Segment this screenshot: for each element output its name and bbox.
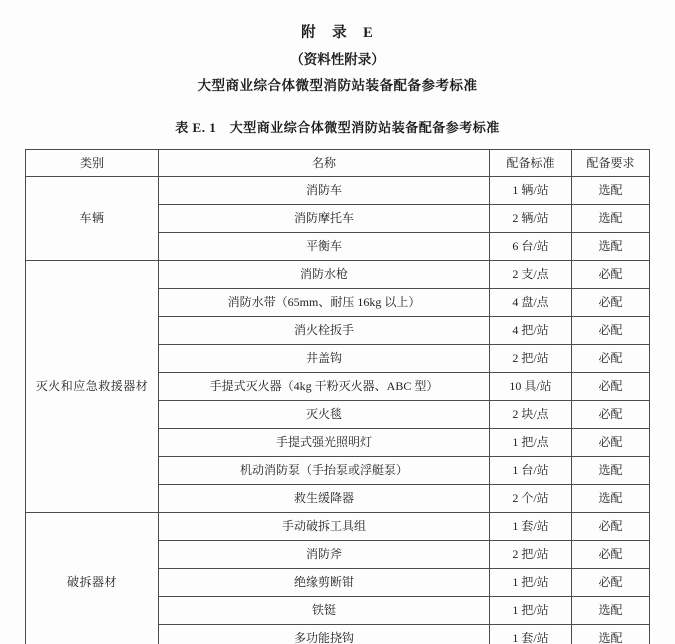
- name-cell: 消火栓扳手: [159, 317, 490, 345]
- standard-cell: 1 套/站: [490, 513, 572, 541]
- requirement-cell: 必配: [572, 373, 650, 401]
- requirement-cell: 必配: [572, 401, 650, 429]
- name-cell: 消防水枪: [159, 261, 490, 289]
- requirement-cell: 必配: [572, 569, 650, 597]
- requirement-cell: 必配: [572, 429, 650, 457]
- standard-cell: 1 把/站: [490, 569, 572, 597]
- header-row: [26, 150, 650, 177]
- category-cell: 破拆器材: [26, 513, 159, 644]
- name-cell: 手动破拆工具组: [159, 513, 490, 541]
- category-cell: 车辆: [26, 177, 159, 261]
- name-cell: 救生缓降器: [159, 485, 490, 513]
- standard-cell: 1 把/站: [490, 597, 572, 625]
- name-cell: 平衡车: [159, 233, 490, 261]
- standard-cell: 4 盘/点: [490, 289, 572, 317]
- name-cell: 手提式灭火器（4kg 干粉灭火器、ABC 型）: [159, 373, 490, 401]
- requirement-cell: 必配: [572, 513, 650, 541]
- name-cell: 消防水带（65mm、耐压 16kg 以上）: [159, 289, 490, 317]
- requirement-cell: 必配: [572, 541, 650, 569]
- table-row: [26, 177, 650, 205]
- requirement-cell: 选配: [572, 457, 650, 485]
- standard-cell: 4 把/站: [490, 317, 572, 345]
- table-header: [26, 150, 650, 177]
- requirement-cell: 必配: [572, 345, 650, 373]
- header-standard: 配备标准: [490, 150, 572, 177]
- header-category: 类别: [26, 150, 159, 177]
- name-cell: 机动消防泵（手抬泵或浮艇泵）: [159, 457, 490, 485]
- name-cell: 铁铤: [159, 597, 490, 625]
- table-row: [26, 513, 650, 541]
- category-cell: 灭火和应急救援器材: [26, 261, 159, 513]
- requirement-cell: 必配: [572, 289, 650, 317]
- name-cell: 井盖钩: [159, 345, 490, 373]
- standard-cell: 1 套/站: [490, 625, 572, 644]
- table-caption: 表 E. 1 大型商业综合体微型消防站装备配备参考标准: [175, 120, 500, 135]
- requirement-cell: 选配: [572, 233, 650, 261]
- standard-cell: 10 具/站: [490, 373, 572, 401]
- equipment-table: [25, 149, 650, 644]
- title-block: [0, 0, 675, 136]
- requirement-cell: 选配: [572, 597, 650, 625]
- standard-cell: 1 台/站: [490, 457, 572, 485]
- name-cell: 消防斧: [159, 541, 490, 569]
- name-cell: 绝缘剪断钳: [159, 569, 490, 597]
- standard-cell: 2 辆/站: [490, 205, 572, 233]
- standard-cell: 2 把/站: [490, 541, 572, 569]
- standard-cell: 2 把/站: [490, 345, 572, 373]
- name-cell: 灭火毯: [159, 401, 490, 429]
- standard-cell: 6 台/站: [490, 233, 572, 261]
- name-cell: 消防摩托车: [159, 205, 490, 233]
- requirement-cell: 必配: [572, 261, 650, 289]
- header-requirement: 配备要求: [572, 150, 650, 177]
- standard-cell: 1 辆/站: [490, 177, 572, 205]
- equipment-table-body: [26, 177, 650, 644]
- appendix-title: 附 录 E: [301, 25, 374, 41]
- standard-cell: 2 个/站: [490, 485, 572, 513]
- requirement-cell: 选配: [572, 177, 650, 205]
- name-cell: 消防车: [159, 177, 490, 205]
- appendix-heading: 大型商业综合体微型消防站装备配备参考标准: [197, 78, 478, 93]
- header-name: 名称: [159, 150, 490, 177]
- requirement-cell: 选配: [572, 625, 650, 644]
- table-row: [26, 261, 650, 289]
- standard-cell: 2 块/点: [490, 401, 572, 429]
- name-cell: 多功能挠钩: [159, 625, 490, 644]
- requirement-cell: 选配: [572, 205, 650, 233]
- appendix-subtitle: （资料性附录）: [290, 52, 385, 67]
- name-cell: 手提式强光照明灯: [159, 429, 490, 457]
- requirement-cell: 必配: [572, 317, 650, 345]
- requirement-cell: 选配: [572, 485, 650, 513]
- standard-cell: 1 把/点: [490, 429, 572, 457]
- standard-cell: 2 支/点: [490, 261, 572, 289]
